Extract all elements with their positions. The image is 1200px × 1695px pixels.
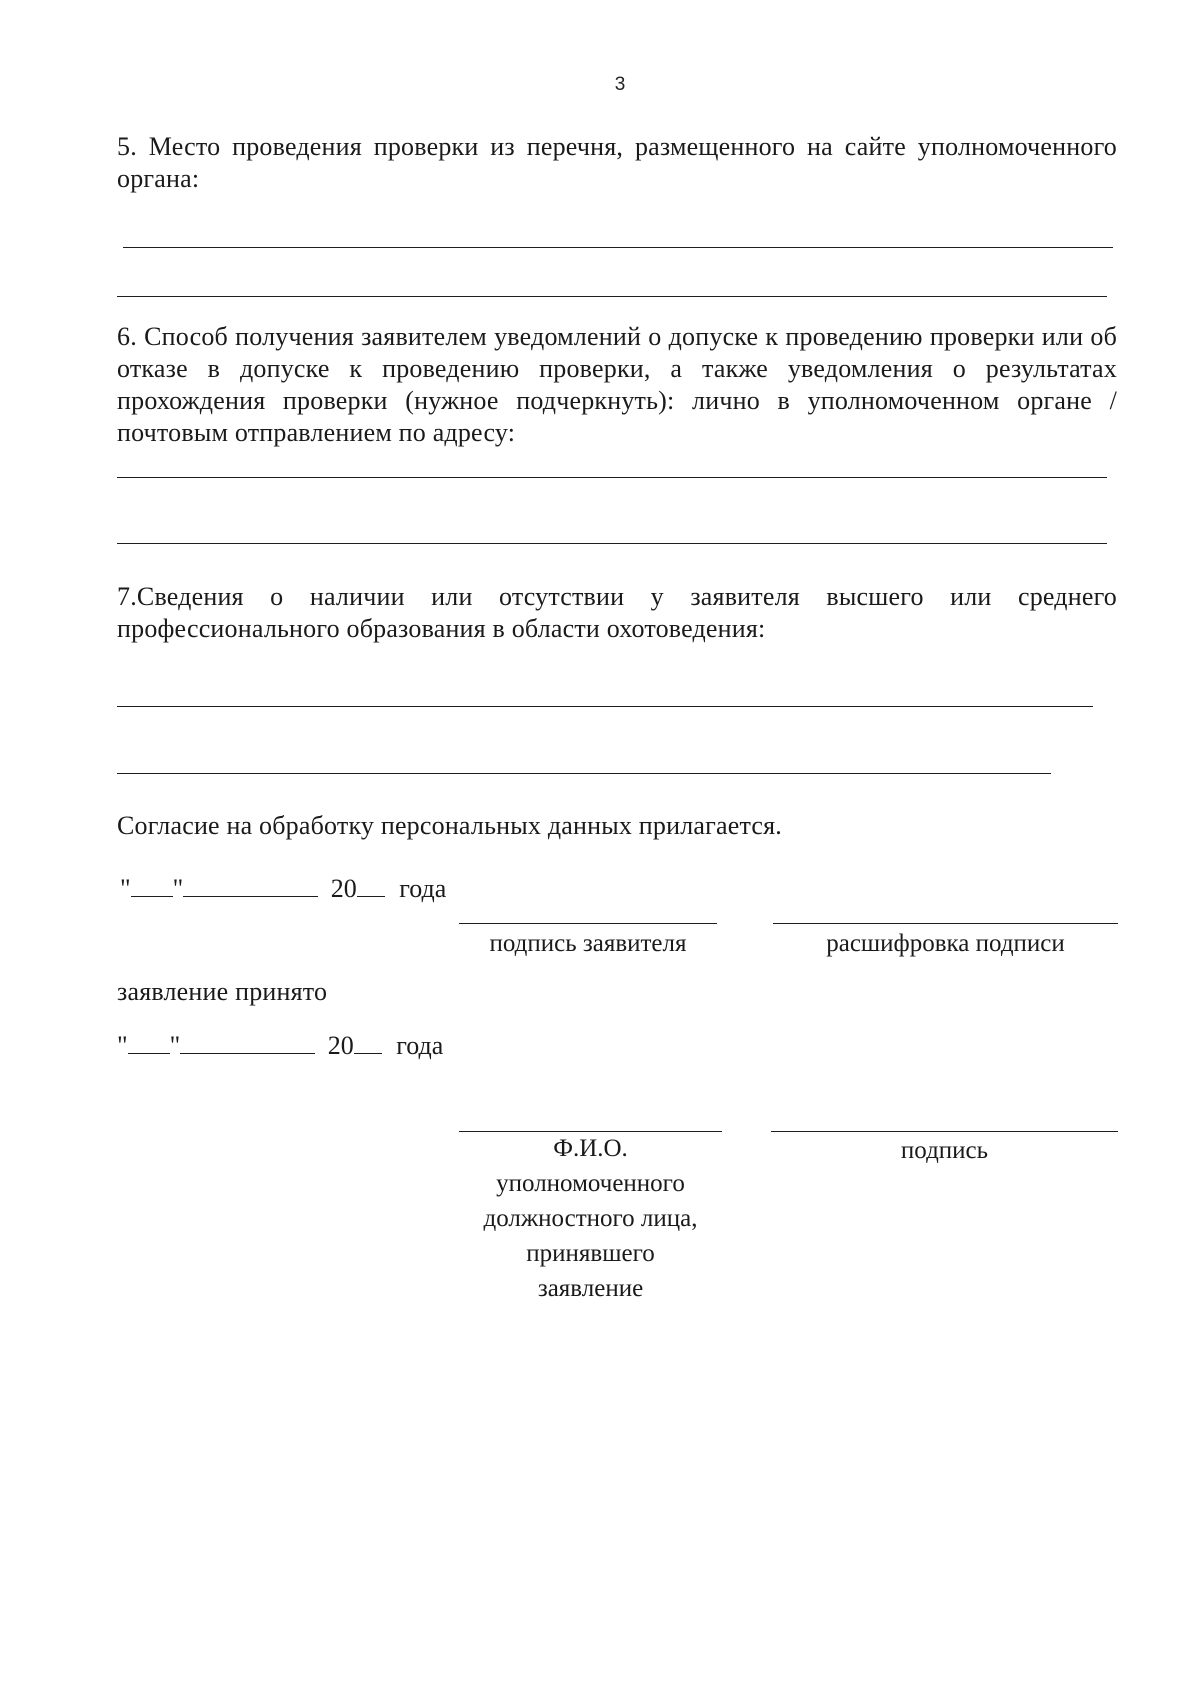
section-7-answer-line-2 (117, 773, 1051, 774)
day-blank (128, 1031, 170, 1054)
date-quote-open: " (120, 874, 131, 903)
page-number: 3 (614, 74, 626, 95)
signature-decode-line (773, 923, 1118, 924)
official-signature-caption: подпись (900, 1137, 989, 1164)
day-blank (131, 874, 173, 897)
section-6-answer-line-2 (117, 543, 1107, 544)
caption-line: Ф.И.О. (553, 1135, 628, 1162)
applicant-date-line (120, 874, 446, 904)
consent-statement: Согласие на обработку персональных данных прилагается. (117, 811, 782, 840)
caption-line: уполномоченного (496, 1170, 685, 1197)
caption-line: заявление (537, 1275, 644, 1302)
month-blank (180, 1031, 315, 1054)
year-suffix: года (399, 874, 447, 903)
acceptance-date-line (117, 1031, 443, 1061)
application-accepted-label: заявление принято (117, 977, 328, 1006)
signature-decode-caption: расшифровка подписи (826, 930, 1065, 957)
year-blank (357, 874, 385, 897)
section-5-answer-line-2 (117, 296, 1107, 297)
section-7-answer-line-1 (117, 706, 1093, 707)
applicant-signature-line (459, 923, 717, 924)
official-signature-line (771, 1131, 1118, 1132)
year-blank (354, 1031, 382, 1054)
section-5-text: 5. Место проведения проверки из перечня, размещенного на сайте уполномоченного органа: (117, 132, 1117, 193)
date-quote-close: " (172, 874, 184, 903)
year-prefix: 20 (330, 874, 357, 903)
section-5-answer-line-1 (123, 247, 1113, 248)
date-quote-close: " (169, 1031, 181, 1060)
section-6-text: 6. Способ получения заявителем уведомлений о допуске к проведению проверки или об отказе в допуске к проведению проверки, а также уведомления о результатах прохождения проверки (нужное подчеркнуть): лично в уполномоченном органе / почтовым отправлением по адресу: (117, 322, 1117, 447)
applicant-signature-caption: подпись заявителя (489, 930, 687, 957)
caption-line: должностного лица, (483, 1205, 698, 1232)
year-suffix: года (396, 1031, 444, 1060)
date-quote-open: " (117, 1031, 128, 1060)
official-name-caption (459, 1131, 722, 1306)
month-blank (183, 874, 318, 897)
caption-line: принявшего (526, 1240, 655, 1267)
year-prefix: 20 (327, 1031, 354, 1060)
section-6-answer-line-1 (117, 477, 1107, 478)
section-7-text: 7.Сведения о наличии или отсутствии у заявителя высшего или среднего профессионального образования в области охотоведения: (117, 582, 1117, 643)
